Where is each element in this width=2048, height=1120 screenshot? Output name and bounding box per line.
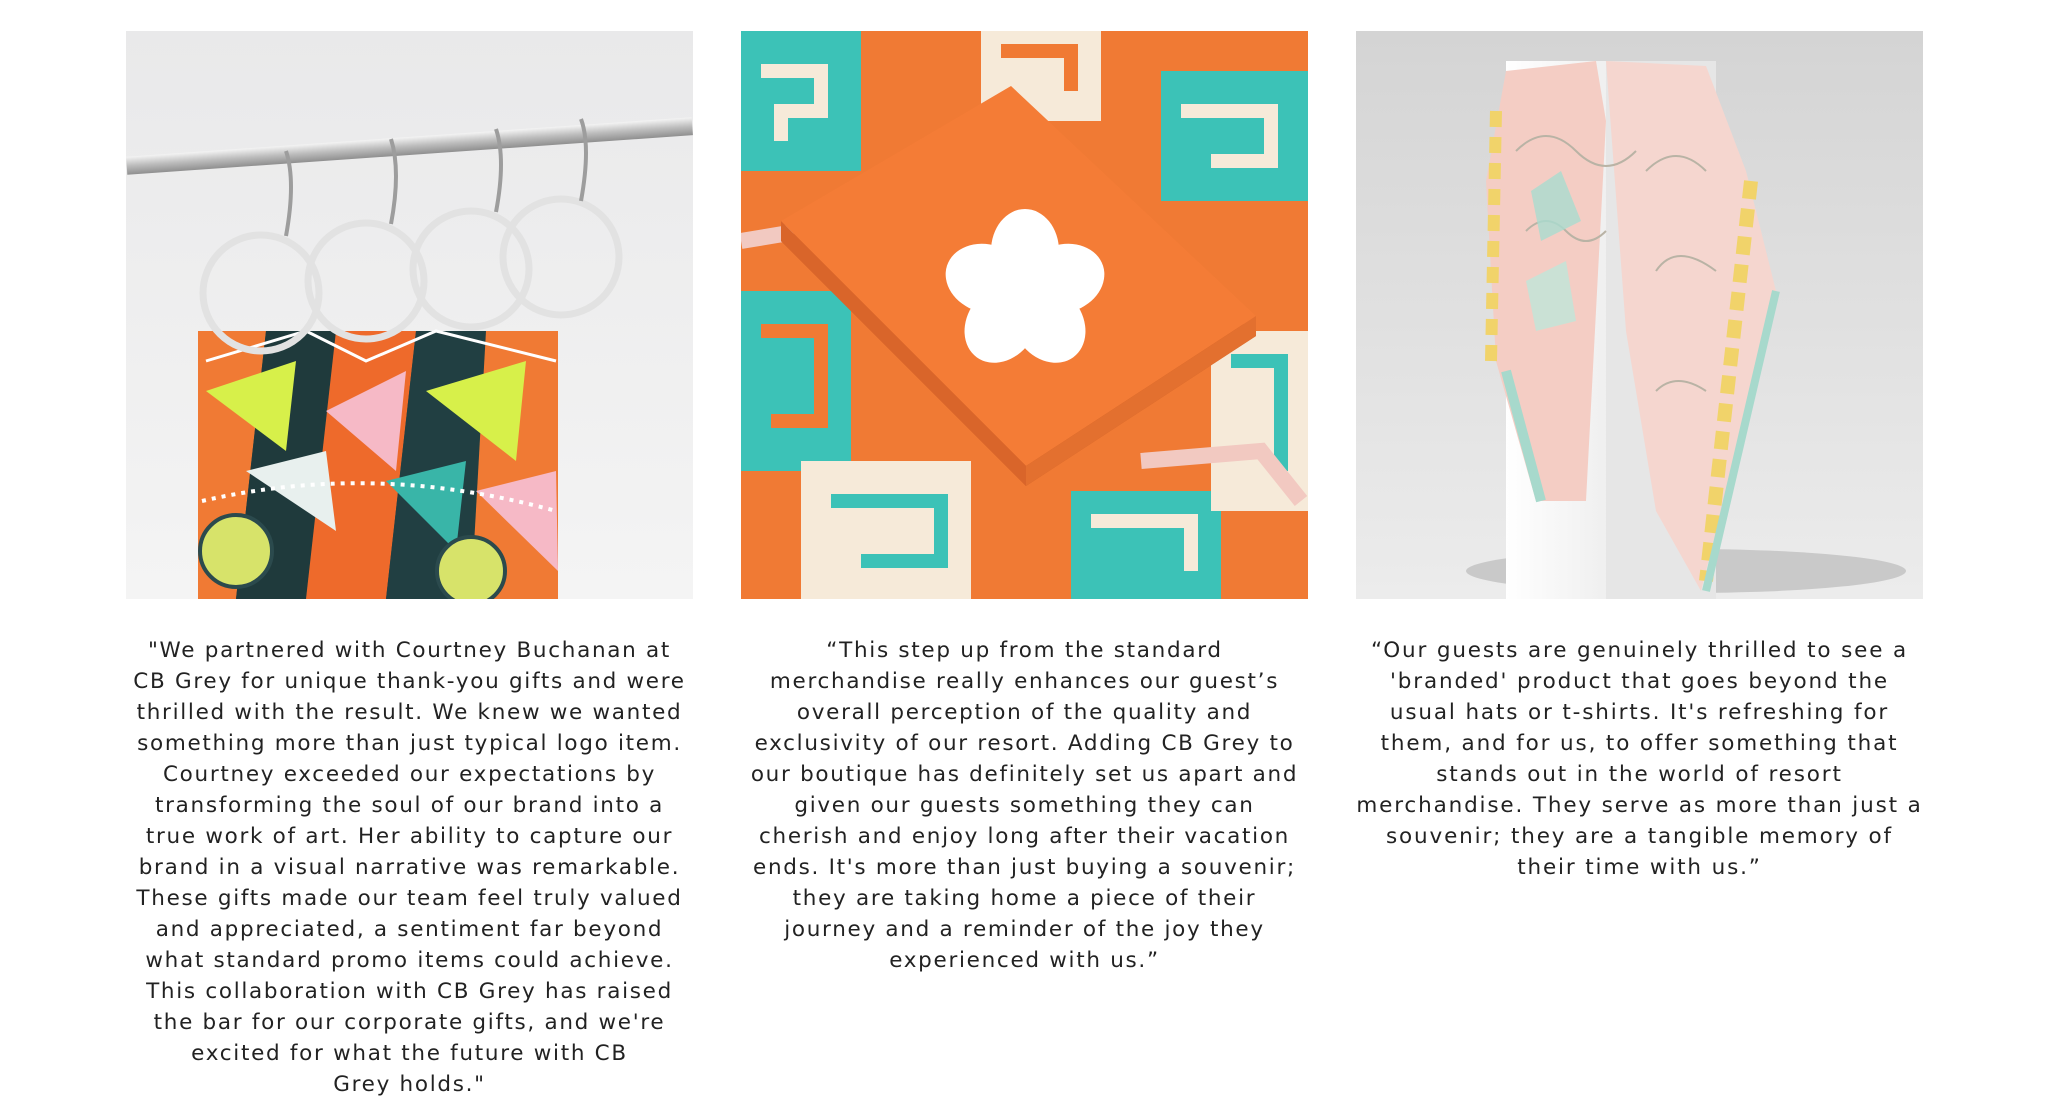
testimonial-card-2 <box>741 31 1308 976</box>
testimonial-quote: “Our guests are genuinely thrilled to see a 'branded' product that goes beyond the usual hats or t-shirts. It's refreshing for them, and for us, to offer something that stands out in the world of resort merchandise. They serve as more than just a souvenir; they are a tangible memory of their time with us.” <box>1356 638 1923 880</box>
testimonial-card-1 <box>126 31 693 1100</box>
testimonial-quote: “This step up from the standard merchandise really enhances our guest’s overall perception of the quality and exclusivity of our resort. Adding CB Grey to our boutique has definitely set us apart and given our guests something they can cherish and enjoy long after their vacation ends. It's more than just buying a souvenir; they are taking home a piece of their journey and a reminder of the joy they experienced with us.” <box>750 638 1299 973</box>
testimonial-card-3 <box>1356 31 1923 883</box>
scarf-draped-on-pedestal-image <box>1356 31 1923 599</box>
orange-gift-box-on-scarf-image <box>741 31 1308 599</box>
scarves-on-ring-hangers-image <box>126 31 693 599</box>
testimonial-quote: "We partnered with Courtney Buchanan at CB Grey for unique thank-you gifts and were thrilled with the result. We knew we wanted something more than just typical logo item. Courtney exceeded our expectations by transforming the soul of our brand into a true work of art. Her ability to capture our brand in a visual narrative was remarkable. These gifts made our team feel truly valued and appreciated, a sentiment far beyond what standard promo items could achieve. This collaboration with CB Grey has raised the bar for our corporate gifts, and we're excited for what the future with CB Grey holds." <box>133 638 686 1097</box>
